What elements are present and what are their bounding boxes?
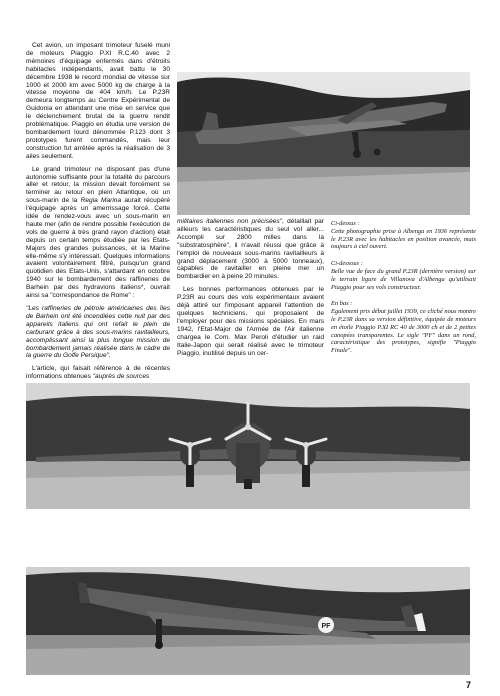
article-column-2 <box>177 218 324 362</box>
photo-bottom-side-view <box>26 567 470 675</box>
photo-captions <box>331 220 476 364</box>
article-paragraph: Le grand trimoteur ne disposant pas d'une autonomie suffisante pour la totalité du parcours aller et retour, la mission devait forcément se terminer au retour en plein Atlantique, où un sous-marin de la Regia Marina aurait récupéré l'équipage après un amerrissage forcé. Cette idée de rendez-vous avec un sous-marin en haute mer (afin de rendre possible l'exécution de vols de guerre à très grand rayon d'action) était depuis un certain temps étudiée par les Etats-Majors des grandes puissances, et la Marine elle-même s'y intéressait. Quelques informations avaient volontairement filtré, puisqu'un grand quotidien des Etats-Unis, s'attardant en octobre 1940 sur le bombardement des raffineries de Barhein par des hydravions italiens*, ouvrait ainsi sa "correspondance de Rome" : <box>26 165 171 300</box>
photo-middle-front-view <box>26 383 470 509</box>
caption-bottom: En bas : Egalement pris début juillet 1939, ce cliché nous montre le P.23R dans sa version définitive, équipée de moteurs en étoile Piaggio P.XI RC 40 de 3000 ch et de 2 petites canopées transparentes. Le sigle "PF" dans un rond, caractéristique des prototypes, signifie "Piaggio Finale". <box>331 300 476 355</box>
page-number: 7 <box>466 680 472 690</box>
article-paragraph: Les bonnes performances obtenues par le P.23R au cours des vols expérimentaux avaient déjà attiré sur l'imposant appareil l'attention de quelques techniciens, qui proposaient de l'employer pour des missions spéciales. En mars 1942, l'Etat-Major de l'Armée de l'Air italienne chargea le Com. Max Peroli d'étudier un raid Italie-Japon qui serait réalisé avec le trimoteur Piaggio, inutilisé depuis un cer- <box>177 286 324 357</box>
pf-marking: PF <box>321 623 331 630</box>
article-quote: "Les raffineries de pétrole américaines des îles de Barhein ont été incendiées cette nuit par des appareils italiens qui ont refait le plein de carburant grâce à des sous-marins ravitailleurs, accomplissant ainsi la plus longue mission de bombardement jamais réalisée dans le cadre de la guerre du Golfe Persique". <box>26 305 170 360</box>
photo-top-side-view <box>177 72 470 215</box>
article-paragraph: L'article, qui faisait référence à de récentes informations obtenues "auprès de sources <box>26 365 170 381</box>
article-paragraph: militaires italiennes non précisées", détaillait par ailleurs les caractéristiques du seul vol aller... Accompli sur 2800 milles dans la "substratosphère", il n'avait réussi que grâce à l'emploi de nouveaux sous-marins ravitailleurs à grand déplacement (3000 à 5000 tonneaux), capables de ravitailler en pleine mer un bombardier en à peine 20 minutes. <box>177 218 325 281</box>
article-paragraph: Cet avion, un imposant trimoteur fuselé muni de moteurs Piaggio P.XI R.C.40 avec 2 mémoires d'équipage enfermés dans d'étroits habitacles indépendants, avait battu le 30 décembre 1938 le record mondial de vitesse sur 1000 et 2000 km avec 5000 kg de charge à la vitesse moyenne de 404 km/h. Le P.23R demeura longtemps au Centre Expérimental de Guidonia en attendant une mise en service que le déclenchement brutal de la guerre rendit problématique. Piaggio en étudia une version de bombardement lourd dénommée P.123 dont 3 prototypes furent commandés, mais leur construction fut arrêtée après la réalisation de 3 ailes seulement. <box>26 42 170 160</box>
caption-middle: Ci-dessous : Belle vue de face du grand P.23R (dernière version) sur le terrain ligure de Villanova d'Albenga qu'utilisait Piaggio pour ses vols constructeur. <box>331 260 476 291</box>
article-column-1 <box>26 42 170 386</box>
caption-top: Ci-dessus : Cette photographie prise à Albenga en 1936 représente le P.23R avec les habitacles en position avancée, mais toujours à ciel ouvert. <box>331 220 476 251</box>
